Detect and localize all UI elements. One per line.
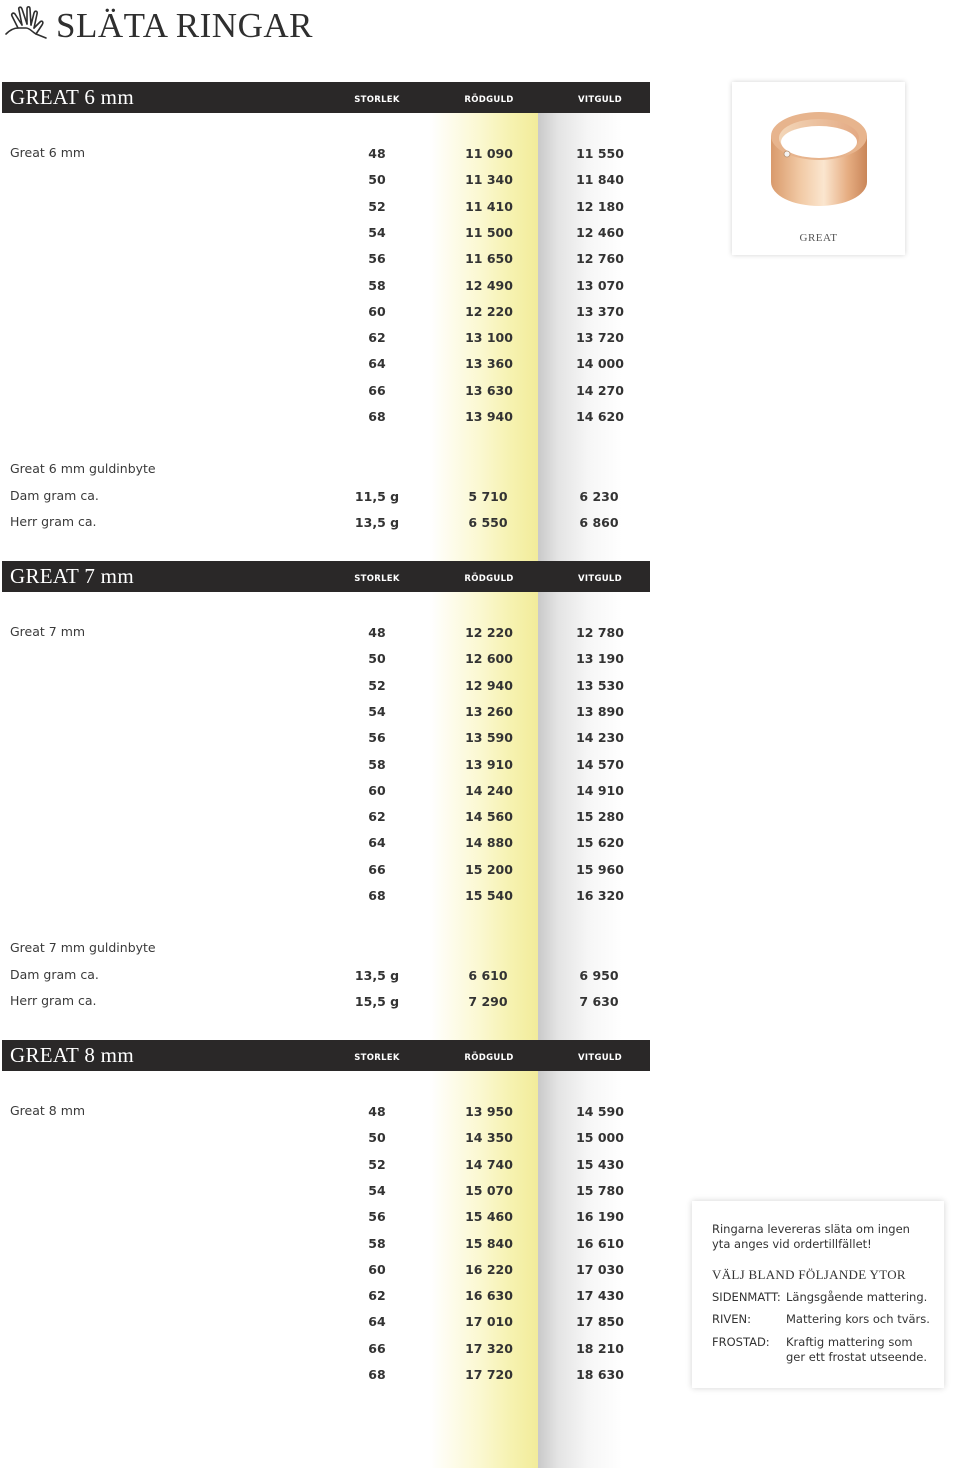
section-header-bar	[2, 561, 650, 592]
size-cell: 54	[368, 224, 386, 240]
info-intro-line2: yta anges vid ordertillfället!	[712, 1237, 872, 1251]
rodguld-price-cell: 16 630	[465, 1288, 513, 1304]
col-header-storlek: STORLEK	[354, 95, 400, 105]
size-cell: 54	[368, 1182, 386, 1198]
size-cell: 66	[368, 382, 386, 398]
vitguld-price-cell: 11 840	[576, 172, 624, 188]
option-desc-riven: Mattering kors och tvärs.	[786, 1312, 930, 1326]
rodguld-price-cell: 16 220	[465, 1261, 513, 1277]
size-cell: 68	[368, 409, 386, 424]
guldinbyte-label: Great 6 mm guldinbyte	[10, 461, 156, 476]
rodguld-price-cell: 12 490	[465, 277, 513, 293]
col-header-storlek: STORLEK	[354, 1053, 400, 1063]
size-cell: 66	[368, 861, 386, 877]
rodguld-price-cell: 13 950	[465, 1104, 513, 1119]
vitguld-price-cell: 13 190	[576, 651, 624, 667]
vitguld-price-cell: 14 230	[576, 730, 624, 746]
size-cell: 56	[368, 251, 386, 267]
col-header-vitguld: VITGULD	[578, 574, 622, 584]
rodguld-price-cell: 12 220	[465, 625, 513, 640]
vitguld-price-cell: 15 620	[576, 835, 624, 851]
rodguld-price-cell: 17 720	[465, 1367, 513, 1382]
section-row-label: Great 8 mm	[10, 1103, 86, 1118]
size-cell: 68	[368, 1367, 386, 1382]
vitguld-price-cell: 13 720	[576, 330, 624, 346]
herr-gram-label: Herr gram ca.	[10, 514, 97, 529]
hand-logo-icon	[2, 4, 50, 44]
size-cell: 58	[368, 277, 386, 293]
size-cell: 64	[368, 835, 386, 851]
product-photo-card	[732, 82, 905, 255]
vitguld-price-cell: 14 620	[576, 409, 624, 424]
rodguld-price-cell: 13 100	[465, 330, 513, 346]
col-header-storlek: STORLEK	[354, 574, 400, 584]
option-desc-sidenmatt: Längsgående mattering.	[786, 1290, 928, 1304]
size-cell: 68	[368, 888, 386, 903]
option-desc-frostad-2: ger ett frostat utseende.	[786, 1350, 928, 1364]
rodguld-price-cell: 13 630	[465, 382, 513, 398]
section-row-label: Great 7 mm	[10, 624, 86, 639]
rodguld-price-cell: 11 410	[465, 198, 513, 214]
size-cell: 56	[368, 730, 386, 746]
dam-vitguld-cell: 6 950	[579, 967, 619, 983]
dam-rodguld-cell: 6 610	[468, 967, 508, 983]
vitguld-price-cell: 13 370	[576, 303, 624, 319]
rodguld-price-cell: 13 910	[465, 756, 513, 772]
rodguld-price-cell: 11 090	[465, 146, 513, 161]
herr-rodguld-cell: 7 290	[468, 994, 508, 1009]
vitguld-price-cell: 15 280	[576, 809, 624, 825]
size-cell: 48	[368, 146, 386, 161]
info-intro-line1: Ringarna levereras släta om ingen	[712, 1222, 910, 1236]
rodguld-price-cell: 17 320	[465, 1340, 513, 1356]
herr-weight-cell: 13,5 g	[354, 515, 400, 530]
vitguld-price-cell: 18 630	[576, 1367, 624, 1382]
size-cell: 64	[368, 356, 386, 372]
vitguld-price-cell: 11 550	[576, 146, 624, 161]
size-cell: 48	[368, 1104, 386, 1119]
rodguld-price-cell: 14 240	[465, 782, 513, 798]
herr-weight-cell: 15,5 g	[354, 994, 400, 1009]
vitguld-price-cell: 16 610	[576, 1235, 624, 1251]
rodguld-price-cell: 15 840	[465, 1235, 513, 1251]
col-header-rodguld: RÖDGULD	[464, 95, 514, 105]
size-cell: 58	[368, 756, 386, 772]
rodguld-price-cell: 12 940	[465, 677, 513, 693]
rodguld-price-cell: 14 740	[465, 1156, 513, 1172]
vitguld-price-cell: 14 570	[576, 756, 624, 772]
size-cell: 50	[368, 651, 386, 667]
section-header-bar	[2, 1040, 650, 1071]
dam-weight-cell: 11,5 g	[354, 488, 400, 504]
vitguld-price-cell: 17 850	[576, 1314, 624, 1330]
rodguld-price-cell: 15 070	[465, 1182, 513, 1198]
dam-gram-label: Dam gram ca.	[10, 966, 99, 982]
rodguld-price-cell: 17 010	[465, 1314, 513, 1330]
vitguld-price-cell: 15 960	[576, 861, 624, 877]
option-name-riven: RIVEN:	[712, 1312, 751, 1326]
vitguld-price-cell: 12 460	[576, 224, 624, 240]
gold-ring-image	[765, 104, 873, 216]
size-cell: 52	[368, 198, 386, 214]
size-cell: 50	[368, 1130, 386, 1146]
option-name-sidenmatt: SIDENMATT:	[712, 1290, 781, 1304]
rodguld-price-cell: 14 560	[465, 809, 513, 825]
size-cell: 66	[368, 1340, 386, 1356]
vitguld-price-cell: 15 430	[576, 1156, 624, 1172]
col-header-rodguld: RÖDGULD	[464, 574, 514, 584]
col-header-vitguld: VITGULD	[578, 95, 622, 105]
section-header-bar	[2, 82, 650, 113]
vitguld-price-cell: 14 270	[576, 382, 624, 398]
vitguld-price-cell: 15 780	[576, 1182, 624, 1198]
vitguld-price-cell: 13 070	[576, 277, 624, 293]
size-cell: 60	[368, 303, 386, 319]
size-cell: 62	[368, 809, 386, 825]
size-cell: 60	[368, 1261, 386, 1277]
rodguld-price-cell: 13 260	[465, 703, 513, 719]
herr-gram-label: Herr gram ca.	[10, 993, 97, 1008]
herr-vitguld-cell: 6 860	[579, 515, 619, 530]
size-cell: 54	[368, 703, 386, 719]
size-cell: 58	[368, 1235, 386, 1251]
vitguld-price-cell: 14 590	[576, 1104, 624, 1119]
section-title: GREAT 6 mm	[10, 85, 134, 109]
vitguld-price-cell: 12 760	[576, 251, 624, 267]
guldinbyte-label: Great 7 mm guldinbyte	[10, 940, 156, 955]
dam-rodguld-cell: 5 710	[468, 488, 508, 504]
size-cell: 48	[368, 625, 386, 640]
rodguld-price-cell: 15 540	[465, 888, 513, 903]
rodguld-price-cell: 15 200	[465, 861, 513, 877]
vitguld-price-cell: 17 030	[576, 1261, 624, 1277]
dam-vitguld-cell: 6 230	[579, 488, 619, 504]
rodguld-price-cell: 12 600	[465, 651, 513, 667]
section-row-label: Great 6 mm	[10, 145, 86, 160]
size-cell: 64	[368, 1314, 386, 1330]
col-header-rodguld: RÖDGULD	[464, 1053, 514, 1063]
vitguld-price-cell: 15 000	[576, 1130, 624, 1146]
option-name-frostad: FROSTAD:	[712, 1335, 770, 1349]
size-cell: 52	[368, 1156, 386, 1172]
size-cell: 52	[368, 677, 386, 693]
section-title: GREAT 8 mm	[10, 1043, 134, 1067]
vitguld-price-cell: 16 320	[576, 888, 624, 903]
vitguld-price-cell: 14 000	[576, 356, 624, 372]
option-desc-frostad-1: Kraftig mattering som	[786, 1335, 913, 1349]
rodguld-price-cell: 14 350	[465, 1130, 513, 1146]
vitguld-price-cell: 13 530	[576, 677, 624, 693]
rodguld-price-cell: 13 940	[465, 409, 513, 424]
dam-gram-label: Dam gram ca.	[10, 487, 99, 503]
size-cell: 60	[368, 782, 386, 798]
vitguld-price-cell: 16 190	[576, 1209, 624, 1225]
herr-rodguld-cell: 6 550	[468, 515, 508, 530]
surface-options-box	[692, 1201, 944, 1388]
rodguld-price-cell: 13 360	[465, 356, 513, 372]
size-cell: 50	[368, 172, 386, 188]
rodguld-price-cell: 13 590	[465, 730, 513, 746]
vitguld-price-cell: 17 430	[576, 1288, 624, 1304]
vitguld-price-cell: 12 180	[576, 198, 624, 214]
section-title: GREAT 7 mm	[10, 564, 134, 588]
vitguld-price-cell: 18 210	[576, 1340, 624, 1356]
page-title: SLÄTA RINGAR	[56, 6, 313, 45]
rodguld-price-cell: 15 460	[465, 1209, 513, 1225]
herr-vitguld-cell: 7 630	[579, 994, 619, 1009]
info-heading: VÄLJ BLAND FÖLJANDE YTOR	[712, 1267, 906, 1282]
size-cell: 56	[368, 1209, 386, 1225]
rodguld-price-cell: 11 650	[465, 251, 513, 267]
photo-caption: GREAT	[799, 232, 838, 244]
vitguld-price-cell: 14 910	[576, 782, 624, 798]
dam-weight-cell: 13,5 g	[354, 967, 400, 983]
rodguld-price-cell: 14 880	[465, 835, 513, 851]
size-cell: 62	[368, 330, 386, 346]
size-cell: 62	[368, 1288, 386, 1304]
vitguld-price-cell: 12 780	[576, 625, 624, 640]
vitguld-price-cell: 13 890	[576, 703, 624, 719]
rodguld-price-cell: 11 500	[465, 224, 513, 240]
rodguld-price-cell: 12 220	[465, 303, 513, 319]
rodguld-price-cell: 11 340	[465, 172, 513, 188]
col-header-vitguld: VITGULD	[578, 1053, 622, 1063]
